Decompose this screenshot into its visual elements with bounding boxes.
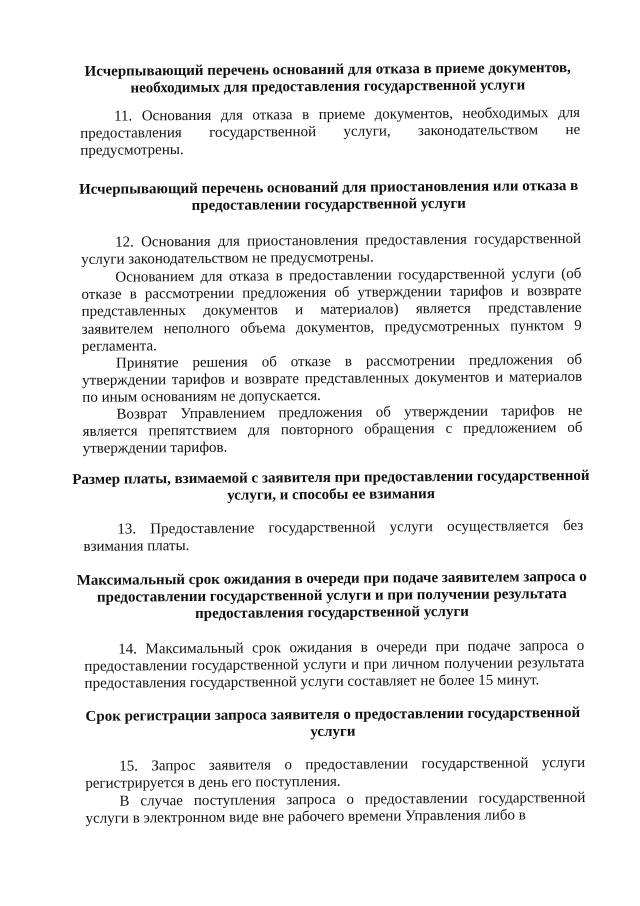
paragraph-15-electronic: В случае поступления запроса о предоставлении государственной услуги в электронном виде вне рабочего времени Управления либо в bbox=[85, 789, 586, 828]
section-heading-refusal-acceptance: Исчерпывающий перечень оснований для отказа в приеме документов, необходимых для предоставления государственной услуги bbox=[84, 60, 571, 97]
paragraph-12-other-grounds: Принятие решения об отказе в рассмотрении предложения об утверждении тарифов и возврате представленных документов и материалов по иным основаниям не допускается. bbox=[82, 351, 583, 407]
section-heading-fee: Размер платы, взимаемой с заявителя при предоставлении государственной услуги, и способы ее взимания bbox=[72, 467, 590, 504]
paragraph-12-refusal-grounds: Основанием для отказа в предоставлении государственной услуги (об отказе в рассмотрении предложения об утверждении тарифов и возврате представленных документов и материалов) является представление заявителем неполного объема документов, предусмотренных пунктом 9 регламента. bbox=[81, 265, 582, 355]
paragraph-12-return: Возврат Управлением предложения об утверждении тарифов не является препятствием для повторного обращения с предложением об утверждении тарифов. bbox=[82, 402, 583, 458]
paragraph-12: 12. Основания для приостановления предоставления государственной услуги законодательством не предусмотрены. bbox=[81, 230, 582, 269]
paragraph-13: 13. Предоставление государственной услуги осуществляется без взимания платы. bbox=[83, 517, 584, 556]
section-heading-queue-time: Максимальный срок ожидания в очереди при подаче заявителем запроса о предоставлении государственной услуги и при получении результата предоставления государственной услуги bbox=[76, 568, 587, 622]
paragraph-14: 14. Максимальный срок ожидания в очереди при подаче запроса о предоставлении государственной услуги и при личном получении результата предоставления государственной услуги составляет не более 15 минут. bbox=[84, 637, 585, 693]
paragraph-11: 11. Основания для отказа в приеме документов, необходимых для предоставления государственной услуги, законодательством не предусмотрены. bbox=[80, 104, 581, 160]
section-heading-suspension-refusal: Исчерпывающий перечень оснований для приостановления или отказа в предоставлении государственной услуги bbox=[78, 177, 579, 215]
section-heading-registration-term: Срок регистрации запроса заявителя о предоставлении государственной услуги bbox=[85, 704, 581, 741]
paragraph-15: 15. Запрос заявителя о предоставлении государственной услуги регистрируется в день его поступления. bbox=[85, 754, 586, 793]
